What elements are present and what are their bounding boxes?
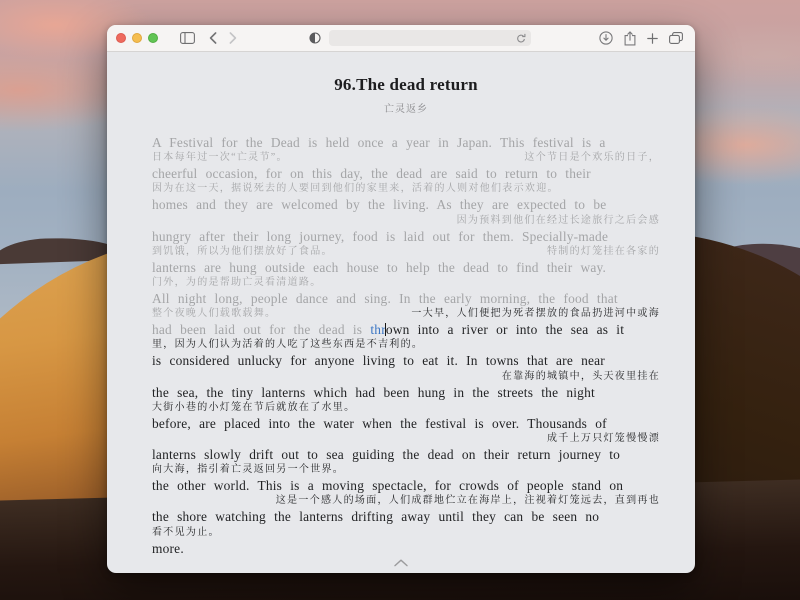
line-pair [152,134,660,164]
page-title: 96.The dead return [334,75,478,94]
toolbar [107,25,695,52]
english-line: the shore watching the lanterns drifting away until they can be seen no [152,509,600,525]
english-line: more. [152,540,184,556]
line-pair [152,290,660,320]
tab-overview-icon[interactable] [669,32,683,44]
line-pair [152,196,660,226]
close-button[interactable] [116,33,126,43]
minimize-button[interactable] [132,33,142,43]
zoom-button[interactable] [148,33,158,43]
line-pair [152,384,660,414]
line-pair [152,508,660,538]
line-pair [152,321,660,351]
translation-line: 在靠海的城镇中，头天夜里挂在 [501,370,660,382]
translation-line: 到饥饿，所以为他们摆放好了食品。 特制的灯笼挂在各家的 [152,245,660,257]
translation-line: 成千上万只灯笼慢慢漂 [547,433,660,445]
english-line: the other world. This is a moving spectacle, for crowds of people stand on [152,478,624,494]
line-pair [152,446,660,476]
english-line: had been laid out for the dead is thrown into a river or into the sea as it [152,322,625,338]
translation-line: 整个夜晚人们载歌载舞。 一大早，人们便把为死者摆放的食品扔进河中或海 [152,308,660,320]
english-line: lanterns slowly drift out to sea guiding the dead on their return journey to [152,447,621,463]
translation-line: 这是一个感人的场面，人们成群地伫立在海岸上，注视着灯笼远去，直到再也 [275,495,660,507]
translation-line: 大街小巷的小灯笼在节后就放在了水里。 [152,401,356,413]
share-icon[interactable] [624,31,636,46]
translation-line: 因为在这一天，据说死去的人要回到他们的家里来，活着的人则对他们表示欢迎。 [152,183,559,195]
back-chevron-icon[interactable] [209,32,217,44]
line-pair [152,540,660,557]
english-line: cheerful occasion, for on this day, the dead are said to return to their [152,166,591,182]
line-pair [152,259,660,289]
chevron-up-icon[interactable] [393,558,409,567]
english-line: hungry after their long journey, food is laid out for them. Specially-made [152,228,609,244]
english-line: homes and they are welcomed by the living. As they are expected to be [152,197,607,213]
sidebar-toggle-icon[interactable] [180,32,195,44]
toolbar-right-group [599,31,683,46]
translation-line: 看不见为止。 [152,526,220,538]
article-lines [152,134,660,557]
forward-chevron-icon[interactable] [229,32,237,44]
english-line: lanterns are hung outside each house to help the dead to find their way. [152,259,607,275]
translation-line: 因为预料到他们在经过长途旅行之后会感 [456,214,660,226]
download-icon[interactable] [599,31,613,45]
line-pair [152,477,660,507]
english-line: is considered unlucky for anyone living to eat it. In towns that are near [152,353,605,369]
line-pair [152,415,660,445]
english-line: the sea, the tiny lanterns which had been hung in the streets the night [152,384,595,400]
address-bar[interactable] [329,30,531,46]
line-pair [152,228,660,258]
half-filled-shield-icon[interactable] [309,32,321,44]
translation-line: 里，因为人们认为活着的人吃了这些东西是不吉利的。 [152,339,424,351]
line-pair [152,352,660,382]
line-pair [152,165,660,195]
browser-window [107,25,695,573]
translation-line: 日本每年过一次“亡灵节”。 这个节日是个欢乐的日子， [152,152,660,164]
translation-line: 向大海，指引着亡灵返回另一个世界。 [152,464,345,476]
traffic-lights [116,33,158,43]
english-line: All night long, people dance and sing. In the early morning, the food that [152,291,618,307]
translation-line: 门外，为的是帮助亡灵看清道路。 [152,277,322,289]
english-line: A Festival for the Dead is held once a year in Japan. This festival is a [152,135,606,150]
reload-icon[interactable] [516,33,526,44]
english-line: before, are placed into the water when the festival is over. Thousands of [152,415,607,431]
reader-content [107,52,695,573]
new-tab-icon[interactable] [647,33,658,44]
page-subtitle: 亡灵返乡 [384,104,428,115]
